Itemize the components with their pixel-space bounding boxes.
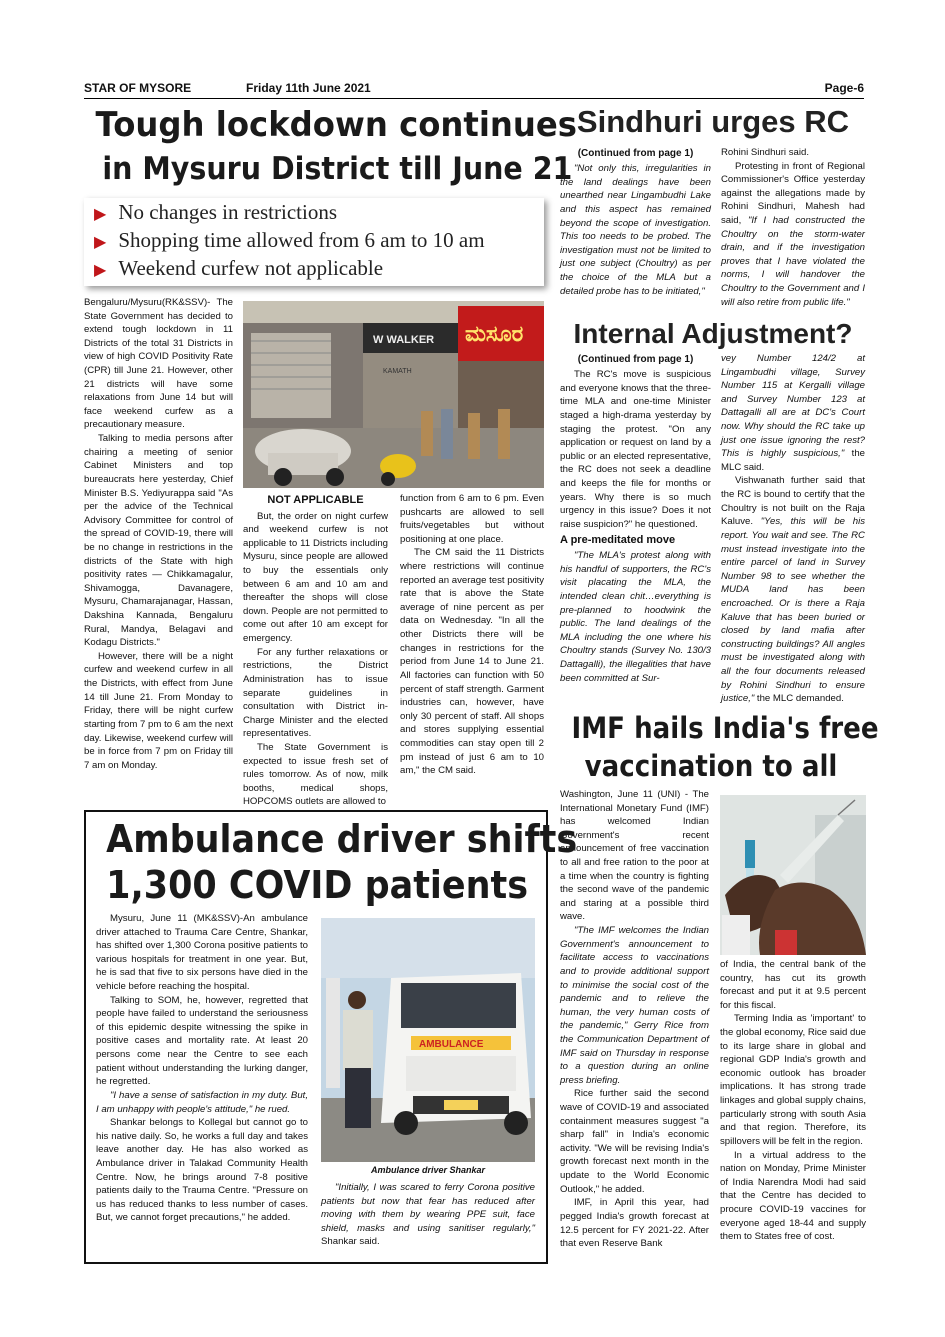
highlight-item: ▶ Weekend curfew not applicable: [94, 256, 384, 280]
lockdown-column-3: function from 6 am to 6 pm. Even pushcarts are allowed to sell fruits/vegetables but without positioning at one place. The CM said the 11 Districts where restrictions will continue reported an average test positivity rate that is above the State average of nine percent as per data on Wednesday. "In all the other Districts there will be changes in restrictions for the period from June 14 to June 21. All factories can function with 50 percent of staff strength. Garment industries can, however, have only 30 percent of staff. All shops and stores supplying essential commodities can stay open till 2 pm instead of just 6 am to 10 am," the CM said.: [400, 493, 544, 777]
issue-date: Friday 11th June 2021: [246, 81, 371, 95]
ambulance-column-2: "Initially, I was scared to ferry Corona positive patients but now that fear has reduced after moving with them by wearing PPE suit, face shield, masks and using sanitiser regularly," Shankar said.: [321, 1182, 535, 1248]
street-photo-illustration: [243, 301, 544, 488]
ambulance-headline-1: Ambulance driver shifts: [106, 817, 578, 861]
shop-sign-kamath: KAMATH: [383, 368, 412, 375]
lockdown-column-1: Bengaluru/Mysuru(RK&SSV)- The State Government has decided to extend tough lockdown in 11 Districts of the total 31 Districts in view of high COVID Positivity Rate (CPR) till June 21. However, other 21 districts will have some relaxations from June 14 but will face weekend curfew as a precautionary measure. Talking to media persons after chairing a meeting of senior Cabinet Ministers and top bureaucrats here yesterday, Chief Minister B.S. Yediyurappa said "As per the advice of the Technical Advisory Committee for control of the spread of COVID-19, there will be no change in restrictions in the districts of the State with high positivity rates — Chikkamagalur, Shivamogga, Davanagere, Mysuru, Chamarajanagar, Hassan, Dakshina Kannada, Bengaluru Rural, Mandya, Belagavi and Kodagu Districts." However, there will be a night curfew and weekend curfew in all the Districts, with effect from June 14 till June 21. From Monday to Friday, there will be night curfew starting from 7 pm to 6 am the next day. Likewise, weekend curfew will be in force from 7 pm on Friday till 7 am on Monday.: [84, 297, 233, 771]
internal-column-2: vey Number 124/2 at Lingambudhi village, Survey Number 115 at Kergalli village and Survey Number 123 at Dattagalli all are at DC's Court now. Why should the RC take up just one issue ignoring the rest? This is highly suspicious," the MLC said. Vishwanath further said that the RC is bound to certify that the Choultry is not built on the Raja Kaluve. "Yes, this will be his report. You wait and see. The RC must instead investigate into the entire parcel of land in Survey Number 98 to see whether the MUDA land has been encroached. Or is there a Raja Kaluve that has been buried or closed by land mafia after constructing buildings? All angles must be investigated along with all the four documents released by Rohini Sindhuri to ensure justice," the MLC demanded.: [721, 353, 865, 705]
ambulance-photo-caption: Ambulance driver Shankar: [370, 1165, 486, 1175]
triangle-bullet-icon: ▶: [94, 262, 107, 279]
lockdown-headline-1: Tough lockdown continues: [95, 105, 578, 145]
page-number: Page-6: [824, 81, 864, 95]
lockdown-highlights: [84, 198, 544, 286]
sindhuri-column-2: Rohini Sindhuri said. Protesting in front of Regional Commissioner's Office yesterday against the allegations made by Rohini Sindhuri, Mahesh had said, "If I had constructed the Choultry on the storm-water drain, and if the investigation proves that I have violated the norms, I will handover the Choultry to the Government and I will also retire from public life.": [721, 147, 865, 308]
lockdown-column-2: NOT APPLICABLE But, the order on night curfew and weekend curfew is not applicable to 11 Districts including Mysuru, since people are allowed to buy the essentials only between 6 am and 10 am and thereafter the shops will close down. People are not permitted to come out after 10 am except for emergency. For any further relaxations or restrictions, the District Administration has to issue separate guidelines in consultation with District in-Charge Minister and the elected representatives. The State Government is expected to issue fresh set of rules tomorrow. As of now, milk booths, medical shops, HOPCOMS outlets are allowed to: [243, 494, 388, 808]
imf-column-1: Washington, June 11 (UNI) - The International Monetary Fund (IMF) has welcomed Indian Government's recent announcement of free vaccination to all and free ration to the poor at a time when the country is fighting the second wave of the pandemic and staring at a possible third wave. "The IMF welcomes the Indian Government's announcement to facilitate access to vaccinations and to provide additional support to minimise the social cost of the pandemic and to relieve the human, the very human costs of the pandemic," Gerry Rice from the Communication Department of IMF said on Thursday in response to a question during an online press briefing. Rice further said the second wave of COVID-19 and associated containment measures suggest "a sharp fall" in India's economic activity. "We will be revising India's growth forecast next month in the update to the World Economic Outlook," he added. IMF, in April this year, had pegged India's growth forecast at 12.5 percent for FY 2021-22. After that even Reserve Bank: [560, 789, 709, 1250]
lockdown-headline-2: in Mysuru District till June 21: [102, 151, 573, 187]
internal-adjustment-headline: Internal Adjustment?: [573, 318, 853, 349]
ambulance-vehicle-label: AMBULANCE: [419, 1039, 484, 1050]
imf-headline-2: vaccination to all: [584, 749, 838, 783]
internal-column-1: (Continued from page 1) The RC's move is suspicious and everyone knows that the three-time MLA and one-time Minister staged a high-drama yesterday by staging the protest. "On any application or request on land by a public or an elected representative, the RC does not seek a deadline and keeps the file for months or years. Why there is so much urgency in this issue? Does it not raise suspicion?" he questioned. A pre-meditated move "The MLA's protest along with his handful of supporters, the RC's visit placating the MLA, the intended clean chit…everything is pre-planned to hoodwink the public. The land dealings of the MLA including the one where his Choultry stands (Survey No. 130/3 Dattagalli), the illegalities that have been committed at Sur-: [560, 354, 711, 684]
sindhuri-column-1: (Continued from page 1) "Not only this, irregularities in the land dealings have been unearthed near Lingambudhi Lake and this aspect has remained beyond the scope of investigation. This too needs to be probed. The investigation must not be limited to just one subject (Choultry) as per the choice of the MLA but a detailed probe has to be initiated,": [560, 148, 711, 297]
shop-sign-kannada: ಮಸೂರ: [465, 322, 524, 347]
vaccine-photo-illustration: [720, 795, 866, 955]
imf-headline-1: IMF hails India's free: [571, 711, 879, 745]
ambulance-driver-photo: [321, 918, 535, 1162]
paper-name: STAR OF MYSORE: [84, 81, 192, 95]
masthead: [84, 80, 864, 99]
imf-column-2: of India, the central bank of the country, has cut its growth forecast and put it at 9.5 percent for this fiscal. Terming India as 'important' to the global economy, Rice said due to its large share in global and regional GDP India's growth and economic outlook has broader implications. It has strong trade linkages and global supply chains, particularly strong with south Asia and that region. Therefore, its spillovers will be felt in the region. In a virtual address to the nation on Monday, Prime Minister of India Narendra Modi had said that the Centre has decided to procure COVID-19 vaccines for everyone aged 18-44 and supply them to States free of cost.: [720, 959, 866, 1243]
ambulance-headline-2: 1,300 COVID patients: [106, 863, 529, 907]
ambulance-column-1: Mysuru, June 11 (MK&SSV)-An ambulance driver attached to Trauma Care Centre, Shankar, has shifted over 1,300 Corona positive patients to various hospitals for treatment in one year. But, he is sad that five to six persons have died in the vehicle before reaching the hospital. Talking to SOM, he, however, regretted that people have failed to understand the seriousness of this epidemic despite witnessing the spike in positive cases and mortality rate. At least 20 persons come near the Centre to see each patient without understanding the lurking danger, he regretted. "I have a sense of satisfaction in my duty. But, I am unhappy with people's attitude," he rued. Shankar belongs to Kollegal but cannot go to his native daily. So, he works a full day and takes leave another day. He has also worked as Ambulance driver in Talakad Community Health Centre. Now, he brings around 7-8 positive patients daily to the Trauma Centre. "Pressure on us has reduced thanks to less number of cases. But, we cannot forget precautions," he added.: [96, 913, 308, 1224]
sindhuri-headline: Sindhuri urges RC: [576, 104, 850, 139]
triangle-bullet-icon: ▶: [94, 234, 107, 251]
premeditated-subhead: A pre-meditated move: [560, 533, 676, 546]
street-shops-photo: [243, 301, 544, 488]
highlight-item: ▶ No changes in restrictions: [94, 200, 338, 224]
shop-sign-walker: W WALKER: [373, 334, 435, 346]
triangle-bullet-icon: ▶: [94, 206, 107, 223]
highlight-item: ▶ Shopping time allowed from 6 am to 10 am: [94, 228, 485, 252]
lockdown-subhead: NOT APPLICABLE: [267, 494, 364, 506]
ambulance-photo-illustration: [321, 918, 535, 1162]
vaccine-injection-photo: [720, 795, 866, 955]
